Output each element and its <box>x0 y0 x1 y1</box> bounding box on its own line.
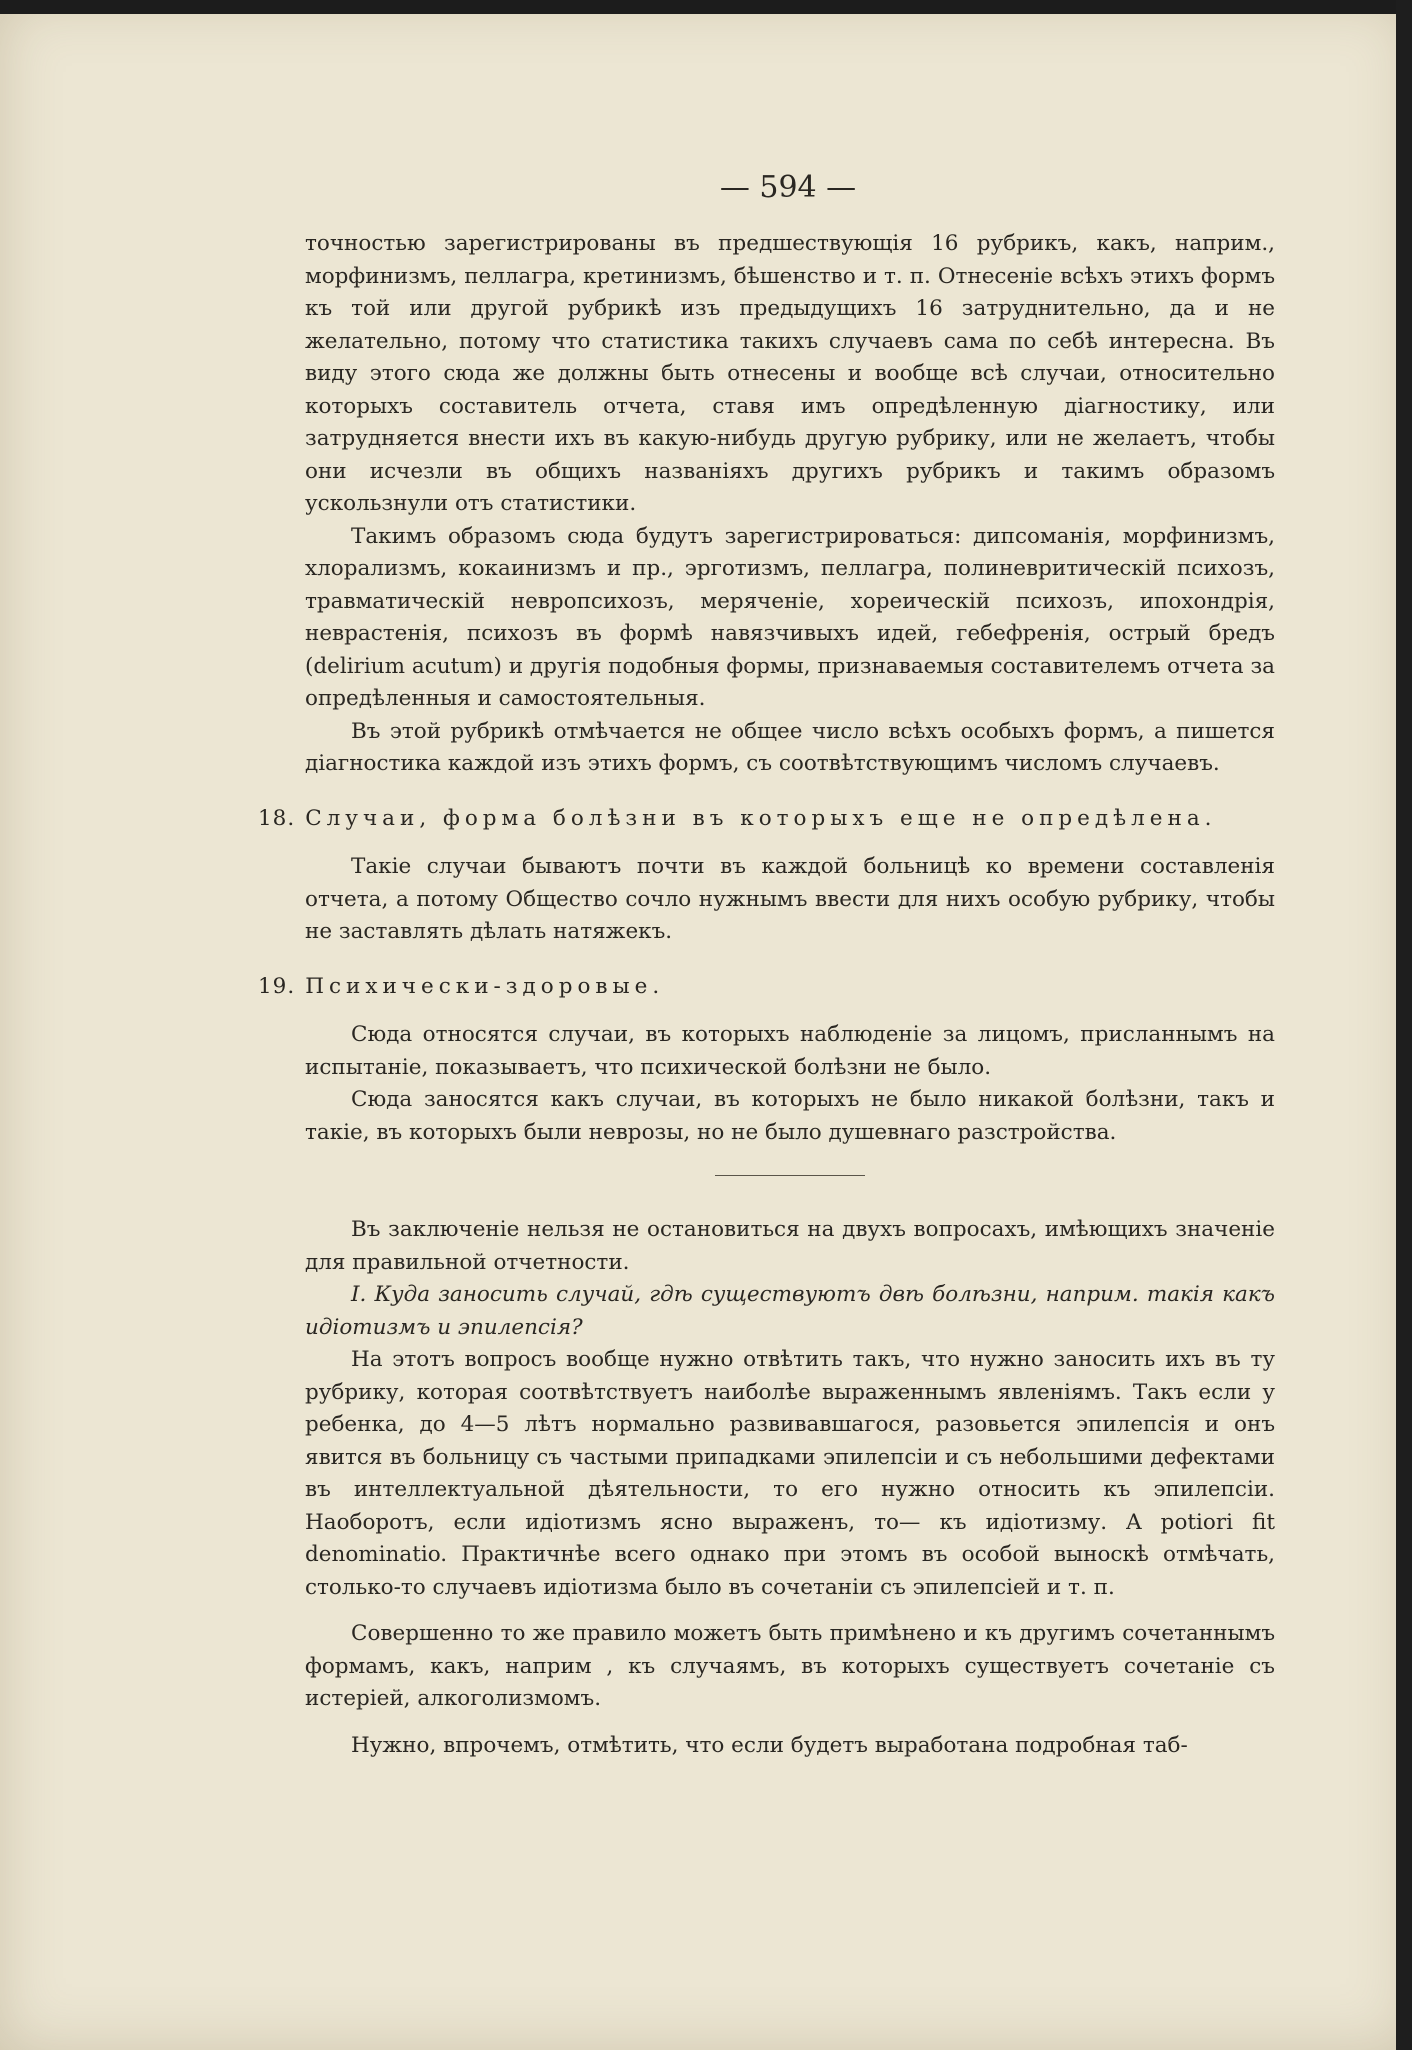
paragraph: Сюда заносятся какъ случаи, въ которыхъ не было никакой болѣзни, такъ и такіе, въ которыхъ были неврозы, но не было душевнаго разстройства. <box>305 1087 1275 1145</box>
paragraph: точностью зарегистрированы въ предшествующія 16 рубрикъ, какъ, наприм., морфинизмъ, пеллагра, кретинизмъ, бѣшенство и т. п. Отнесеніе всѣхъ этихъ формъ къ той или другой рубрикѣ изъ предыдущихъ 16 затруднительно, да и не желательно, потому что статистика такихъ случаевъ сама по себѣ интересна. Въ виду этого сюда же должны быть отнесены и вообще всѣ случаи, относительно которыхъ составитель отчета, ставя имъ опредѣленную діагностику, или затрудняется внести ихъ въ какую-нибудь другую рубрику, или не желаетъ, чтобы они исчезли въ общихъ названіяхъ другихъ рубрикъ и такимъ образомъ ускользнули отъ статистики. <box>305 231 1275 516</box>
paragraph: Нужно, впрочемъ, отмѣтить, что если будетъ выработана подробная таб- <box>351 1732 1188 1758</box>
section-number: 18. <box>258 805 296 831</box>
paragraph: Въ заключеніе нельзя не остановиться на двухъ вопросахъ, имѣющихъ значеніе для правильной отчетности. <box>305 1217 1275 1275</box>
section-title: Психически-здоровые. <box>305 973 665 999</box>
paragraph: Сюда относятся случаи, въ которыхъ наблюденіе за лицомъ, присланнымъ на испытаніе, показываетъ, что психической болѣзни не было. <box>305 1022 1275 1080</box>
paragraph: Такіе случаи бываютъ почти въ каждой больницѣ ко времени составленія отчета, а потому Общество сочло нужнымъ ввести для нихъ особую рубрику, чтобы не заставлять дѣлать натяжекъ. <box>305 854 1275 944</box>
section-18-heading <box>258 803 1275 836</box>
section-number: 19. <box>258 973 296 999</box>
paragraph: Въ этой рубрикѣ отмѣчается не общее число всѣхъ особыхъ формъ, а пишется діагностика каждой изъ этихъ формъ, съ соотвѣтствующимъ числомъ случаевъ. <box>305 718 1275 776</box>
section-19-heading <box>258 971 1275 1004</box>
section-title: Случаи, форма болѣзни въ которыхъ еще не опредѣлена. <box>305 805 1217 831</box>
paragraph: На этотъ вопросъ вообще нужно отвѣтить такъ, что нужно заносить ихъ въ ту рубрику, которая соотвѣтствуетъ наиболѣе выраженнымъ явленіямъ. Такъ если у ребенка, до 4—5 лѣтъ нормально развивавшагося, разовьется эпилепсія и онъ явится въ больницу съ частыми припадками эпилепсіи и съ небольшими дефектами въ интеллектуальной дѣятельности, то его нужно относить къ эпилепсіи. Наоборотъ, если идіотизмъ ясно выраженъ, то— къ идіотизму. A potiori fit denominatio. Практичнѣе всего однако при этомъ въ особой выноскѣ отмѣчать, столько-то случаевъ идіотизма было въ сочетаніи съ эпилепсіей и т. п. <box>305 1347 1275 1600</box>
section-divider <box>715 1175 865 1176</box>
question-paragraph: I. Куда заносить случай, гдѣ существуютъ двѣ болѣзни, наприм. такія какъ идіотизмъ и эпилепсія? <box>305 1282 1275 1340</box>
page-content <box>258 168 1275 1762</box>
scan-top-border <box>0 0 1412 14</box>
paragraph: Совершенно то же правило можетъ быть примѣнено и къ другимъ сочетаннымъ формамъ, какъ, наприм , къ случаямъ, въ которыхъ существуетъ сочетаніе съ истеріей, алкоголизмомъ. <box>305 1621 1275 1711</box>
scan-right-border <box>1396 0 1412 2050</box>
page-number: — 594 — <box>719 170 857 205</box>
paragraph: Такимъ образомъ сюда будутъ зарегистрироваться: дипсоманія, морфинизмъ, хлорализмъ, кокаинизмъ и пр., эрготизмъ, пеллагра, полиневритическій психозъ, травматическій невропсихозъ, меряченіе, хореическій психозъ, ипохондрія, неврастенія, психозъ въ формѣ навязчивыхъ идей, гебефренія, острый бредъ (delirium acutum) и другія подобныя формы, признаваемыя составителемъ отчета за опредѣленныя и самостоятельныя. <box>305 523 1275 711</box>
